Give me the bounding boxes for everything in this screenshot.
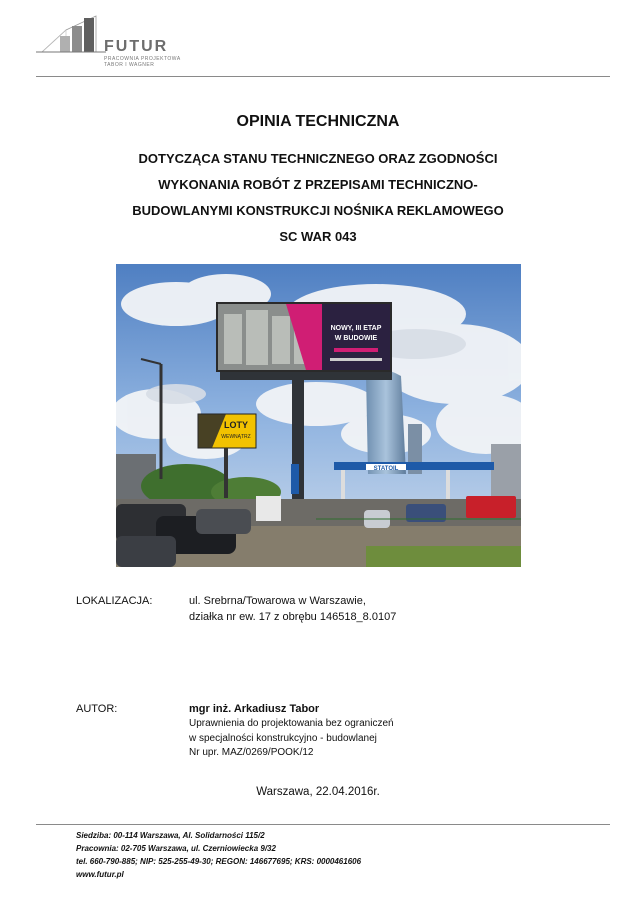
location-parcel: działka nr ew. 17 z obrębu 146518_8.0107: [189, 611, 397, 623]
location-label: LOKALIZACJA:: [76, 595, 153, 607]
footer-headquarters: Siedziba: 00-114 Warszawa, Al. Solidarności 115/2: [76, 831, 265, 840]
header-divider: [36, 76, 610, 77]
footer-divider: [36, 824, 610, 825]
document-date: Warszawa, 22.04.2016r.: [256, 786, 380, 798]
gas-station-sign: STATOIL: [373, 466, 399, 472]
footer-office: Pracownia: 02-705 Warszawa, ul. Czerniowiecka 9/32: [76, 844, 276, 853]
logo-wordmark: FUTUR: [104, 38, 169, 55]
subtitle-line-1: DOTYCZĄCA STANU TECHNICZNEGO ORAZ ZGODNOŚCI: [138, 151, 498, 166]
logo-subtitle-1: PRACOWNIA PROJEKTOWA: [104, 56, 181, 62]
author-label: AUTOR:: [76, 703, 118, 715]
billboard-small-text-1: LOTY: [224, 420, 248, 430]
building-logo-icon: [36, 12, 106, 60]
document-title: OPINIA TECHNICZNA: [236, 113, 400, 130]
subtitle-line-3: BUDOWLANYMI KONSTRUKCJI NOŚNIKA REKLAMOWEGO: [132, 203, 504, 218]
logo-subtitle-2: TABOR I WAGNER: [104, 62, 155, 68]
author-qualification-2: w specjalności konstrukcyjno - budowlanej: [189, 733, 377, 744]
billboard-small-text-2: WEWNĄTRZ: [221, 434, 251, 440]
billboard-main-text-2: W BUDOWIE: [334, 335, 378, 342]
footer-registration: tel. 660-790-885; NIP: 525-255-49-30; REGON: 146677695; KRS: 0000461606: [76, 857, 362, 866]
author-license-number: Nr upr. MAZ/0269/POOK/12: [189, 747, 314, 758]
subtitle-line-2: WYKONANIA ROBÓT Z PRZEPISAMI TECHNICZNO-: [158, 177, 478, 192]
billboard-photo: [116, 264, 521, 567]
subtitle-line-4: SC WAR 043: [279, 229, 357, 244]
footer-website-link[interactable]: www.futur.pl: [76, 870, 124, 879]
billboard-main-text-1: NOWY, III ETAP: [330, 325, 382, 332]
company-logo: [36, 12, 196, 72]
location-address: ul. Srebrna/Towarowa w Warszawie,: [189, 595, 366, 607]
author-name: mgr inż. Arkadiusz Tabor: [189, 703, 320, 715]
author-qualification-1: Uprawnienia do projektowania bez ograniczeń: [189, 718, 394, 729]
